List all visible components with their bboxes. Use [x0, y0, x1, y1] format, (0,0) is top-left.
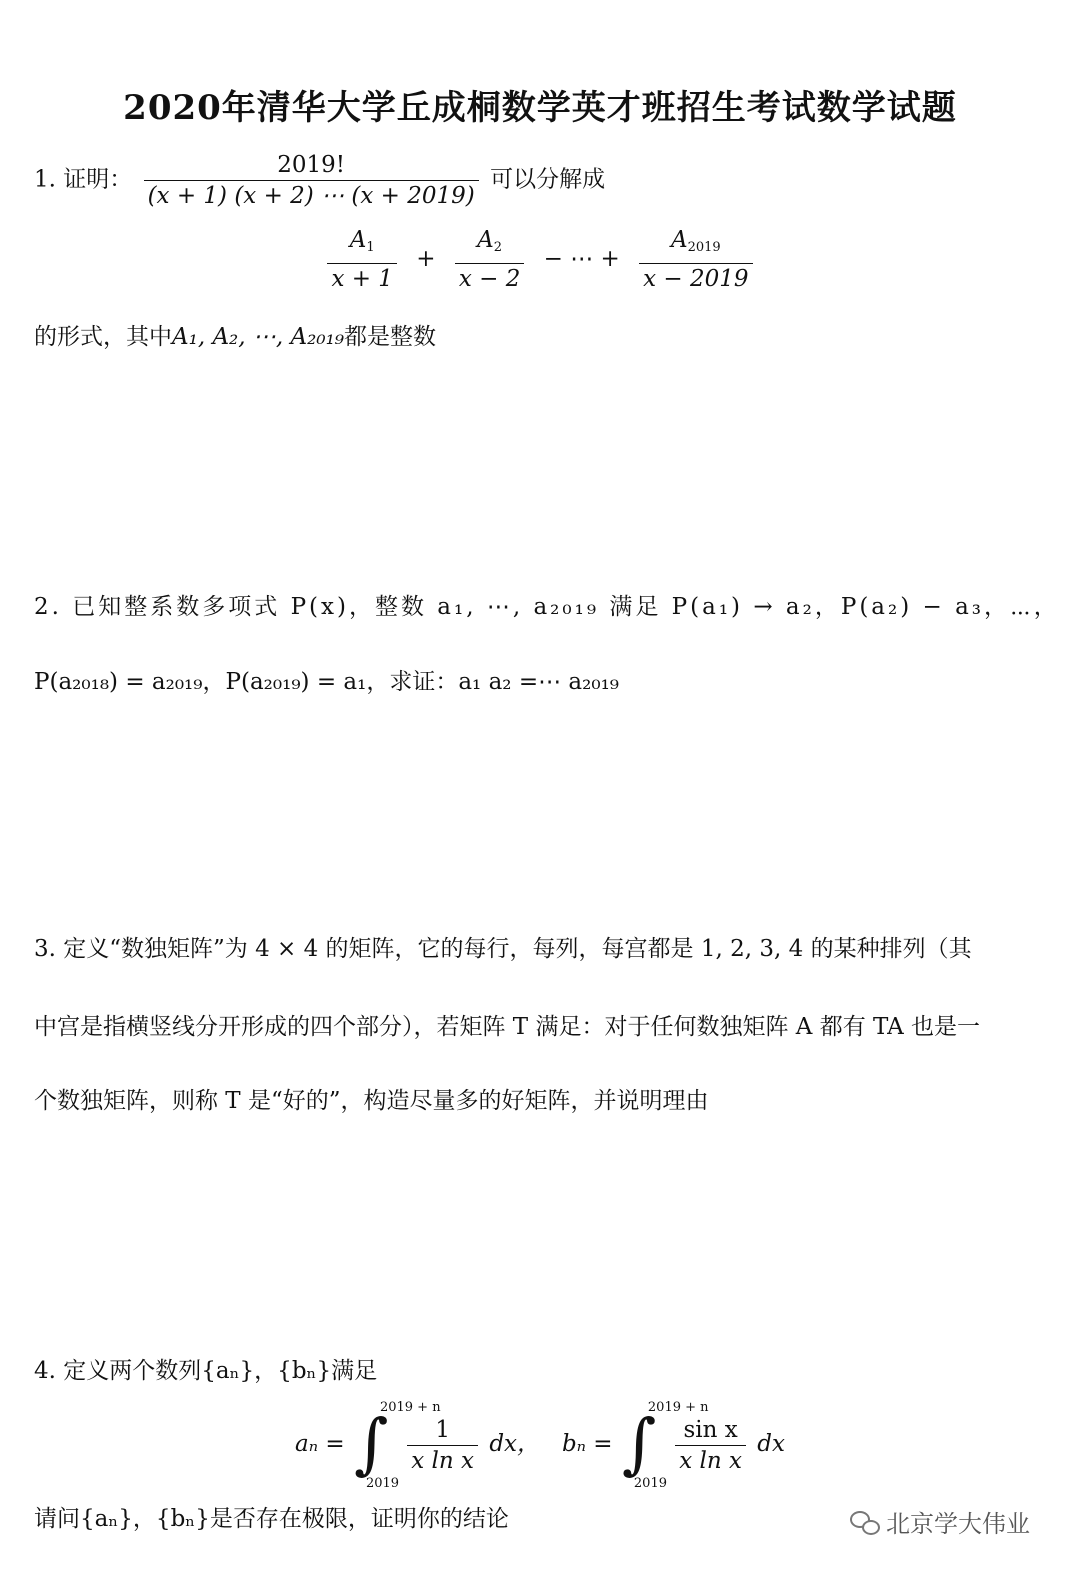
- q1-frac-numerator: 2019!: [277, 152, 346, 178]
- page-title: 2020年清华大学丘成桐数学英才班招生考试数学试题: [123, 88, 957, 128]
- q3-line2: 中宫是指横竖线分开形成的四个部分），若矩阵 T 满足：对于任何数独矩阵 A 都有 TA 也是一: [34, 1014, 981, 1040]
- q4-line1: 4. 定义两个数列{aₙ}，{bₙ}满足: [34, 1358, 378, 1384]
- q1-tail-post: 都是整数: [344, 324, 437, 350]
- q1-tail-pre: 的形式，其中: [34, 324, 172, 350]
- q1-line1: [34, 150, 605, 211]
- q1-main-fraction: [144, 150, 479, 211]
- q4-last-line: 请问{aₙ}，{bₙ}是否存在极限，证明你的结论: [34, 1506, 509, 1532]
- q1-term3: [639, 225, 752, 294]
- q4-a-fraction: [407, 1415, 478, 1476]
- q4-b-num: sin x: [683, 1416, 738, 1443]
- q1-mid-ops: − ⋯ +: [543, 245, 620, 272]
- q1-term2: [455, 225, 525, 294]
- q1-term1-num: A: [349, 227, 367, 253]
- q1-term3-den: x − 2019: [639, 263, 752, 294]
- q1-term2-num-sub: 2: [493, 240, 503, 255]
- q4-b-upper: 2019 + n: [647, 1400, 709, 1415]
- q4-a-lower: 2019: [365, 1476, 400, 1491]
- q4-integrals: [0, 1400, 1080, 1490]
- watermark: [850, 1504, 1030, 1539]
- q4-b-fraction: [675, 1415, 746, 1476]
- q4-b-lhs: bₙ =: [561, 1431, 613, 1457]
- q4-a-integral: [352, 1400, 441, 1491]
- q1-term1: [327, 225, 397, 294]
- watermark-text: 北京学大伟业: [886, 1510, 1030, 1538]
- q4-b-lower: 2019: [633, 1476, 667, 1491]
- q1-term3-num-sub: 2019: [687, 240, 721, 255]
- integral-sign-icon: ∫: [353, 1405, 389, 1482]
- wechat-icon: [850, 1509, 880, 1535]
- q4-b-dx: dx: [757, 1431, 785, 1457]
- q4-a-dx: dx，: [489, 1431, 541, 1457]
- q1-term2-den: x − 2: [455, 263, 525, 294]
- q2-line2: P(a₂₀₁₈) = a₂₀₁₉，P(a₂₀₁₉) = a₁，求证：a₁ a₂ =⋯ a₂₀₁₉: [34, 669, 620, 695]
- integral-sign-icon: ∫: [621, 1405, 657, 1482]
- q1-tail: [34, 318, 436, 351]
- q1-lead: 1. 证明：: [34, 166, 133, 193]
- q3-line3: 个数独矩阵，则称 T 是“好的”，构造尽量多的好矩阵，并说明理由: [34, 1088, 709, 1114]
- q4-b-integral: [620, 1400, 709, 1491]
- q1-plus: +: [416, 245, 436, 272]
- q4-b-den: x ln x: [675, 1445, 746, 1476]
- q1-after-text: 可以分解成: [490, 166, 606, 193]
- q4-a-den: x ln x: [407, 1445, 478, 1476]
- q1-term1-num-sub: 1: [366, 240, 375, 255]
- q1-term3-num: A: [670, 227, 688, 253]
- q1-term1-den: x + 1: [327, 263, 397, 294]
- q4-a-num: 1: [435, 1416, 450, 1443]
- q1-decomposition: [0, 225, 1080, 294]
- q1-term2-num: A: [477, 227, 494, 253]
- q2-line1: 2. 已知整系数多项式 P(x)，整数 a₁, ⋯, a₂₀₁₉ 满足 P(a₁) → a₂，P(a₂) − a₃，⋯，: [34, 594, 1060, 620]
- q4-a-lhs: aₙ =: [295, 1431, 345, 1457]
- q4-a-upper: 2019 + n: [379, 1400, 441, 1415]
- q1-tail-vars: A₁, A₂, ⋯, A₂₀₁₉: [172, 324, 345, 350]
- q1-frac-denominator: (x + 1) (x + 2) ⋯ (x + 2019): [144, 180, 479, 211]
- q3-line1: 3. 定义“数独矩阵”为 4 × 4 的矩阵，它的每行，每列，每宫都是 1, 2, 3, 4 的某种排列（其: [34, 936, 972, 962]
